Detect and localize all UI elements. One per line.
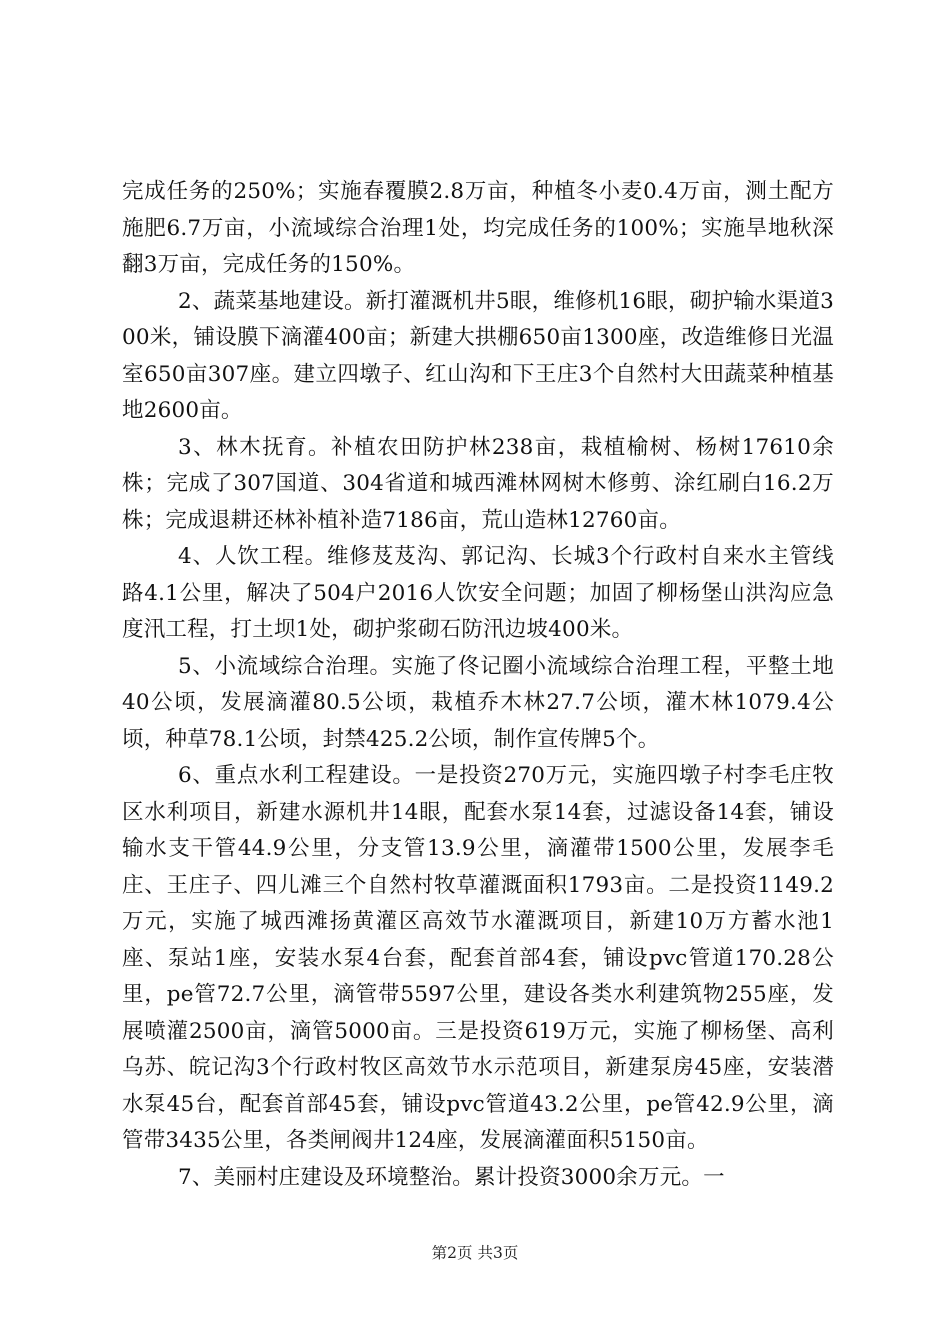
paragraph-forest-tending: 3、林木抚育。补植农田防护林238亩，栽植榆树、杨树17610余株；完成了307国道、304省道和城西滩林网树木修剪、涂红刷白16.2万株；完成退耕还林补植补造7186亩，荒山造林12760亩。: [122, 434, 834, 533]
paragraph-vegetable-base: 2、蔬菜基地建设。新打灌溉机井5眼，维修机16眼，砌护输水渠道300米，铺设膜下滴灌400亩；新建大拱棚650亩1300座，改造维修日光温室650亩307座。建立四墩子、红山沟和下王庄3个自然村大田蔬菜种植基地2600亩。: [122, 288, 834, 423]
page-footer: 第2页 共3页: [431, 1244, 519, 1262]
document-body: [122, 174, 834, 1196]
paragraph-continuation: 完成任务的250%；实施春覆膜2.8万亩，种植冬小麦0.4万亩，测土配方施肥6.7万亩，小流域综合治理1处，均完成任务的100%；实施旱地秋深翻3万亩，完成任务的150%。: [122, 179, 834, 277]
paragraph-drinking-water: 4、人饮工程。维修芨芨沟、郭记沟、长城3个行政村自来水主管线路4.1公里，解决了504户2016人饮安全问题；加固了柳杨堡山洪沟应急度汛工程，打土坝1处，砌护浆砌石防汛边坡400米。: [122, 544, 834, 642]
paragraph-water-conservancy: 6、重点水利工程建设。一是投资270万元，实施四墩子村李毛庄牧区水利项目，新建水源机井14眼，配套水泵14套，过滤设备14套，铺设输水支干管44.9公里，分支管13.9公里，滴灌带1500公里，发展李毛庄、王庄子、四儿滩三个自然村牧草灌溉面积1793亩。二是投资1149.2万元，实施了城西滩扬黄灌区高效节水灌溉项目，新建10万方蓄水池1座、泵站1座，安装水泵4台套，配套首部4套，铺设pvc管道170.28公里，pe管72.7公里，滴管带5597公里，建设各类水利建筑物255座，发展喷灌2500亩，滴管5000亩。三是投资619万元，实施了柳杨堡、高利乌苏、皖记沟3个行政村牧区高效节水示范项目，新建泵房45座，安装潜水泵45台，配套首部45套，铺设pvc管道43.2公里，pe管42.9公里，滴管带3435公里，各类闸阀井124座，发展滴灌面积5150亩。: [122, 763, 834, 1153]
paragraph-watershed-management: 5、小流域综合治理。实施了佟记圈小流域综合治理工程，平整土地40公顷，发展滴灌80.5公顷，栽植乔木林27.7公顷，灌木林1079.4公顷，种草78.1公顷，封禁425.2公顷，制作宣传牌5个。: [122, 653, 834, 752]
paragraph-village-construction: 7、美丽村庄建设及环境整治。累计投资3000余万元。一: [178, 1164, 725, 1190]
